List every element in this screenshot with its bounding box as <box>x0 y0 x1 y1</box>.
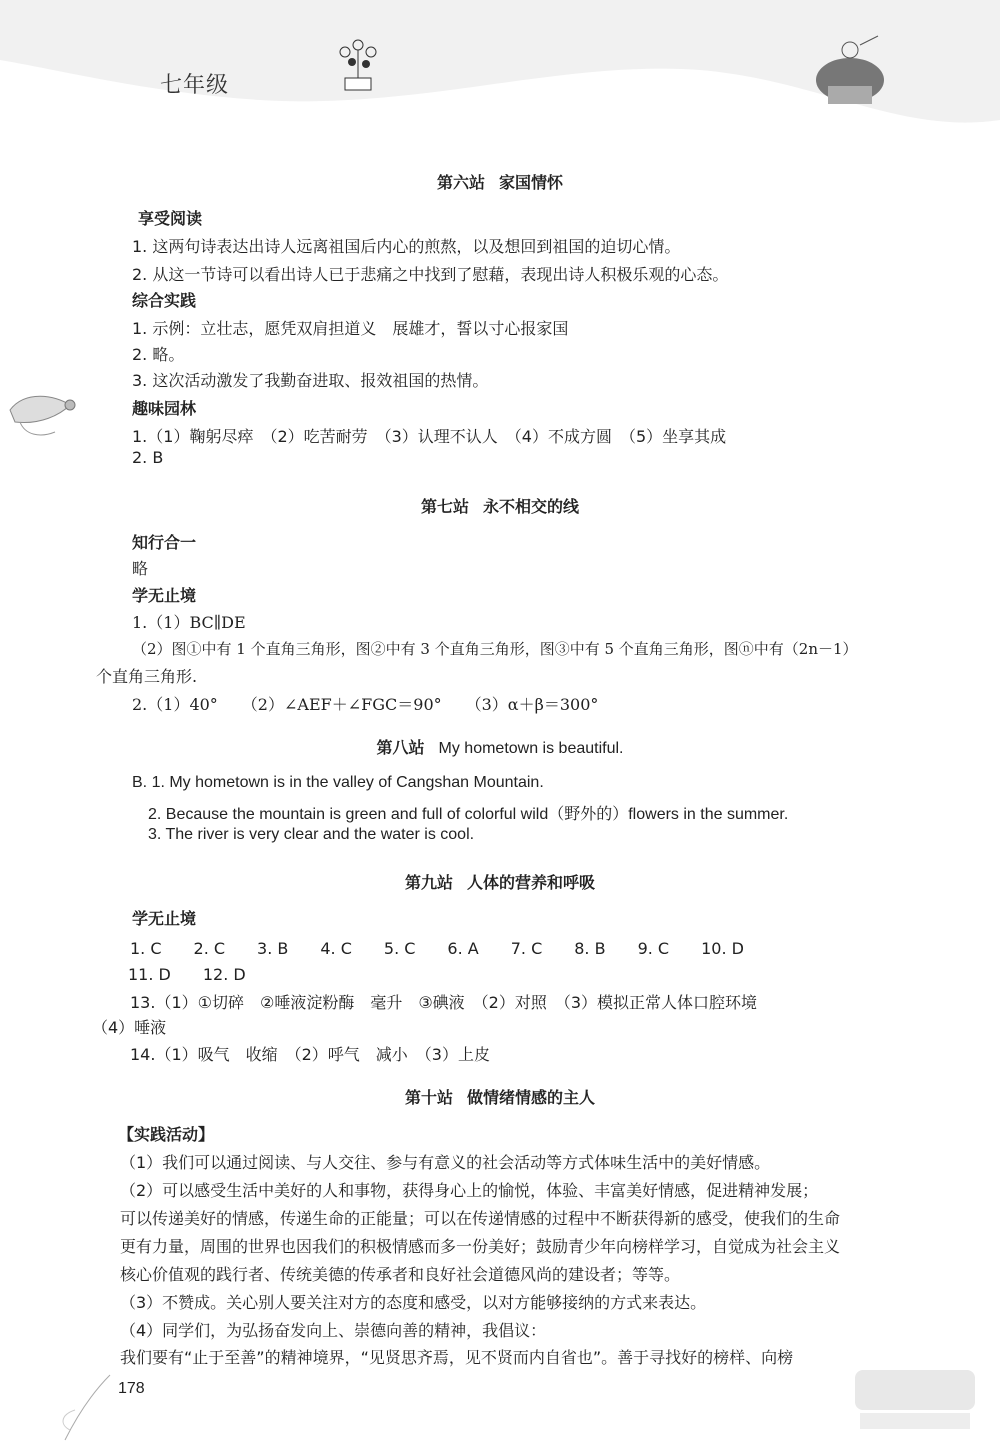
sec6-sub-practice: 综合实践 <box>132 291 197 310</box>
section-10-title: 第十站 做情绪情感的主人 <box>404 1088 596 1107</box>
sec10-para: （1）我们可以通过阅读、与人交往、参与有意义的社会活动等方式体味生活中的美好情感。 <box>120 1153 771 1172</box>
sec7-line: 略 <box>132 559 149 578</box>
section-7-title: 第七站 永不相交的线 <box>420 497 580 516</box>
sec9-line: 1. C 2. C 3. B 4. C 5. C 6. A 7. C 8. B 9. C 10. D <box>130 939 744 958</box>
sec10-sub-activity: 【实践活动】 <box>118 1125 215 1144</box>
sec8-line: 3. The river is very clear and the water is cool. <box>148 826 475 843</box>
sec7-line: （2）图①中有 1 个直角三角形，图②中有 3 个直角三角形，图③中有 5 个直角三角形，图ⓝ中有（2n－1） <box>132 640 858 658</box>
sec10-para: 可以传递美好的情感，传递生命的正能量；可以在传递情感的过程中不断获得新的感受，使我们的生命 <box>120 1209 841 1228</box>
sec6-line: 2. B <box>132 448 164 467</box>
feather-icon <box>55 1370 115 1445</box>
sec9-line: 13.（1）①切碎 ②唾液淀粉酶 毫升 ③碘液 （2）对照 （3）模拟正常人体口腔环境 <box>130 993 758 1012</box>
sec7-line: 1.（1）BC∥DE <box>132 613 246 632</box>
sec6-sub-reading: 享受阅读 <box>138 209 203 228</box>
sec9-line: 11. D 12. D <box>128 965 246 984</box>
sec7-sub-learning: 学无止境 <box>132 586 197 605</box>
sec8-line: B. 1. My hometown is in the valley of Cangshan Mountain. <box>132 774 544 791</box>
sec9-sub-learning: 学无止境 <box>132 909 197 928</box>
sec10-para: （2）可以感受生活中美好的人和事物，获得身心上的愉悦，体验、丰富美好情感，促进精神发展； <box>120 1181 819 1200</box>
sec8-line: 2. Because the mountain is green and full of colorful wild（野外的）flowers in the summer. <box>148 806 789 823</box>
grade-label: 七年级 <box>160 73 230 98</box>
sec6-line: 1. 这两句诗表达出诗人远离祖国后内心的煎熬，以及想回到祖国的迫切心情。 <box>132 237 681 256</box>
sec10-para: （3）不赞成。关心别人要关注对方的态度和感受，以对方能够接纳的方式来表达。 <box>120 1293 707 1312</box>
sec6-line: 1. 示例：立壮志，愿凭双肩担道义 展雄才，誓以寸心报家国 <box>132 319 569 338</box>
sec6-line: 1.（1）鞠躬尽瘁 （2）吃苦耐劳 （3）认理不认人 （4）不成方圆 （5）坐享其成 <box>132 427 727 446</box>
sec6-line: 2. 从这一节诗可以看出诗人已于悲痛之中找到了慰藉，表现出诗人积极乐观的心态。 <box>132 265 729 284</box>
sec7-line: 个直角三角形. <box>96 667 198 686</box>
sec9-line: （4）唾液 <box>92 1018 167 1037</box>
sec9-line: 14.（1）吸气 收缩 （2）呼气 减小 （3）上皮 <box>130 1045 490 1064</box>
sec7-line: 2.（1）40° （2）∠AEF＋∠FGC＝90° （3）α＋β＝300° <box>132 695 599 714</box>
sec10-para: 更有力量，周围的世界也因我们的积极情感而多一份美好；鼓励青少年向榜样学习，自觉成为社会主义 <box>120 1237 841 1256</box>
section-8-title: 第八站 My hometown is beautiful. <box>376 738 624 757</box>
sec10-para: 我们要有“止于至善”的精神境界，“见贤思齐焉，见不贤而内自省也”。善于寻找好的榜样、向榜 <box>120 1348 794 1367</box>
sec6-sub-fun: 趣味园林 <box>132 399 197 418</box>
section-9-title: 第九站 人体的营养和呼吸 <box>404 873 596 892</box>
sec10-para: 核心价值观的践行者、传统美德的传承者和良好社会道德风尚的建设者；等等。 <box>120 1265 681 1284</box>
section-6-title: 第六站 家国情怀 <box>436 173 564 192</box>
page-number: 178 <box>118 1380 145 1397</box>
sec6-line: 3. 这次活动激发了我勤奋进取、报效祖国的热情。 <box>132 371 489 390</box>
sec10-para: （4）同学们，为弘扬奋发向上、崇德向善的精神，我倡议： <box>120 1321 547 1340</box>
sec6-line: 2. 略。 <box>132 345 185 364</box>
watermark-logo-icon <box>850 1365 980 1435</box>
sec7-sub-practice: 知行合一 <box>132 533 197 552</box>
